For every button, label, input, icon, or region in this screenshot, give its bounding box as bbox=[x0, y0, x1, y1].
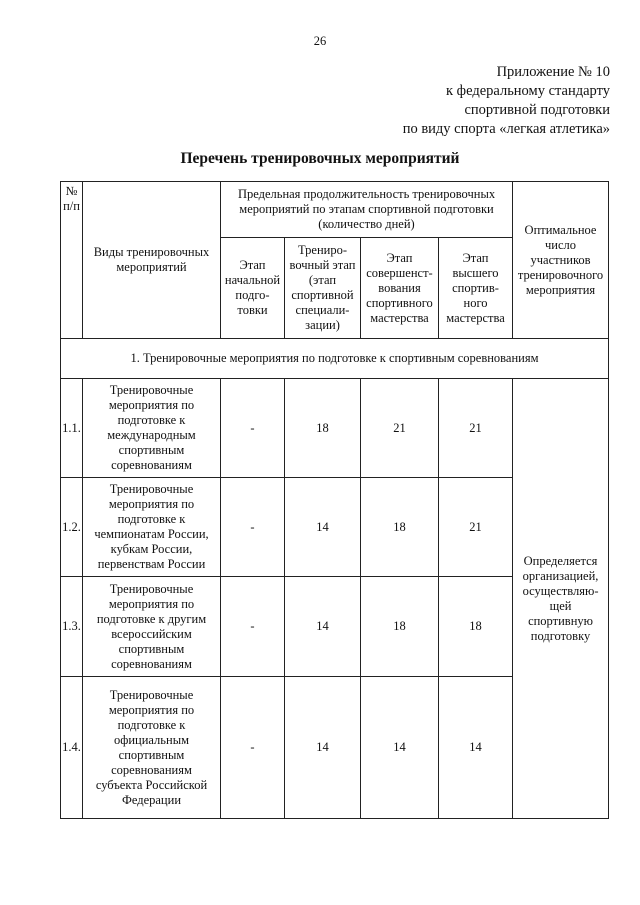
text-line: (этап bbox=[308, 273, 337, 287]
text-line: совершенст- bbox=[366, 265, 433, 280]
text-line: (количество дней) bbox=[318, 217, 415, 231]
value-stage-initial: - bbox=[221, 577, 285, 677]
activity-name bbox=[83, 677, 221, 819]
activity-name bbox=[83, 577, 221, 677]
text-line: начальной bbox=[224, 273, 281, 287]
text-line: спортивную bbox=[528, 613, 593, 628]
value-stage-improvement: 18 bbox=[361, 577, 439, 677]
text-line: число bbox=[545, 237, 577, 252]
value-stage-training: 14 bbox=[285, 577, 361, 677]
value-stage-improvement: 18 bbox=[361, 478, 439, 577]
text-line: Предельная продолжительность тренировочных bbox=[237, 187, 496, 201]
text-line: организацией, bbox=[522, 568, 599, 583]
value-stage-highest: 21 bbox=[439, 379, 513, 478]
text-line: мероприятия по bbox=[108, 497, 195, 511]
text-line: Этап bbox=[239, 258, 266, 272]
text-line: соревнованиям bbox=[111, 762, 192, 777]
text-line: соревнованиям bbox=[111, 656, 192, 671]
text-line: подготовке к bbox=[117, 717, 186, 732]
text-line: щей bbox=[549, 598, 572, 613]
header-activity-type bbox=[83, 182, 221, 339]
text-line: Тренировочные bbox=[109, 581, 194, 596]
text-line: Федерации bbox=[121, 792, 182, 807]
text-line: мероприятия по bbox=[108, 398, 195, 412]
text-line: кубкам России, bbox=[110, 542, 193, 556]
text-line: подготовке к другим bbox=[96, 611, 207, 626]
text-line: Трениро- bbox=[298, 243, 347, 257]
appendix-header bbox=[403, 63, 610, 139]
text-line: официальным bbox=[113, 732, 189, 747]
text-line: Оптимальное bbox=[524, 222, 597, 237]
text-line: участников bbox=[530, 252, 591, 267]
activity-name bbox=[83, 379, 221, 478]
text-line: зации) bbox=[305, 318, 340, 332]
text-line: подготовке к bbox=[117, 512, 186, 526]
text-line: мероприятия bbox=[525, 282, 596, 297]
text-line: специали- bbox=[295, 303, 350, 317]
value-stage-initial: - bbox=[221, 379, 285, 478]
appendix-line: Приложение № 10 bbox=[496, 64, 610, 80]
header-num bbox=[61, 182, 83, 339]
text-line: субъекта Российской bbox=[95, 777, 208, 792]
value-stage-highest: 21 bbox=[439, 478, 513, 577]
text-line: подго- bbox=[235, 288, 270, 302]
text-line: первенствам России bbox=[97, 557, 206, 571]
header-stage-highest bbox=[439, 238, 513, 339]
text-line: п/п bbox=[63, 199, 80, 213]
appendix-line: к федеральному стандарту bbox=[446, 83, 610, 99]
text-line: Тренировочные bbox=[109, 482, 194, 496]
text-line: спортивным bbox=[118, 641, 185, 656]
text-line: Определяется bbox=[523, 553, 598, 568]
header-stage-initial bbox=[221, 238, 285, 339]
text-line: мероприятия по bbox=[108, 596, 195, 611]
value-stage-improvement: 21 bbox=[361, 379, 439, 478]
text-line: спортивной bbox=[291, 288, 354, 302]
row-number: 1.3. bbox=[61, 577, 83, 677]
section-heading: 1. Тренировочные мероприятия по подготовке к спортивным соревнованиям bbox=[61, 339, 609, 379]
text-line: осуществляю- bbox=[522, 583, 599, 598]
value-stage-highest: 14 bbox=[439, 677, 513, 819]
text-line: спортивного bbox=[366, 295, 433, 310]
text-line: спортив- bbox=[452, 280, 499, 295]
row-number: 1.1. bbox=[61, 379, 83, 478]
text-line: чемпионатам России, bbox=[94, 527, 209, 541]
header-optimal-participants bbox=[513, 182, 609, 339]
row-number: 1.4. bbox=[61, 677, 83, 819]
text-line: подготовке к bbox=[117, 413, 186, 427]
row-number: 1.2. bbox=[61, 478, 83, 577]
text-line: мероприятия по bbox=[108, 702, 195, 717]
text-line: мастерства bbox=[370, 310, 429, 325]
value-stage-training: 18 bbox=[285, 379, 361, 478]
text-line: товки bbox=[237, 303, 268, 317]
text-line: мероприятий по этапам спортивной подготовки bbox=[239, 202, 494, 216]
header-stage-training bbox=[285, 238, 361, 339]
text-line: мастерства bbox=[446, 310, 505, 325]
text-line: мероприятий bbox=[116, 260, 187, 274]
header-stage-improvement bbox=[361, 238, 439, 339]
text-line: международным bbox=[107, 428, 196, 442]
text-line: Этап bbox=[386, 250, 413, 265]
text-line: Тренировочные bbox=[109, 687, 194, 702]
value-stage-improvement: 14 bbox=[361, 677, 439, 819]
appendix-line: спортивной подготовки bbox=[464, 102, 610, 118]
text-line: Этап bbox=[462, 250, 489, 265]
text-line: вочный этап bbox=[289, 258, 356, 272]
training-activities-table bbox=[60, 181, 609, 819]
text-line: высшего bbox=[452, 265, 499, 280]
text-line: Тренировочные bbox=[109, 383, 194, 397]
value-stage-training: 14 bbox=[285, 677, 361, 819]
page-number: 26 bbox=[313, 34, 327, 48]
text-line: спортивным bbox=[118, 443, 185, 457]
table-row bbox=[61, 379, 609, 478]
activity-name bbox=[83, 478, 221, 577]
text-line: Виды тренировочных bbox=[93, 245, 210, 259]
optimal-participants-value bbox=[513, 379, 609, 819]
text-line: соревнованиям bbox=[111, 458, 192, 472]
text-line: спортивным bbox=[118, 747, 185, 762]
text-line: ного bbox=[463, 295, 488, 310]
value-stage-initial: - bbox=[221, 478, 285, 577]
value-stage-initial: - bbox=[221, 677, 285, 819]
value-stage-training: 14 bbox=[285, 478, 361, 577]
document-title: Перечень тренировочных мероприятий bbox=[180, 150, 460, 167]
text-line: тренировочного bbox=[517, 267, 604, 282]
text-line: № bbox=[65, 184, 78, 198]
text-line: вования bbox=[378, 280, 421, 295]
appendix-line: по виду спорта «легкая атлетика» bbox=[402, 121, 610, 137]
text-line: всероссийским bbox=[111, 626, 192, 641]
header-duration-group bbox=[221, 182, 513, 238]
text-line: подготовку bbox=[530, 628, 591, 643]
value-stage-highest: 18 bbox=[439, 577, 513, 677]
